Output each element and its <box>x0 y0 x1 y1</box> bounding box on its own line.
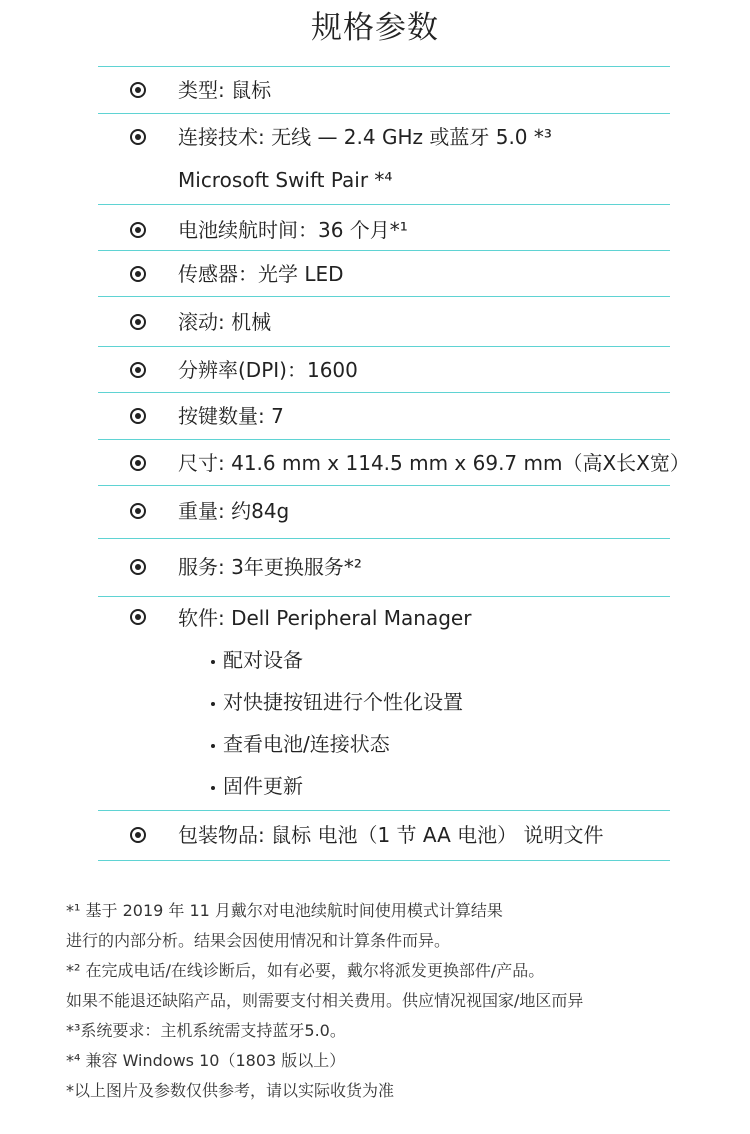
radio-bullet-icon <box>130 503 146 519</box>
radio-bullet-icon <box>130 559 146 575</box>
divider <box>98 860 670 861</box>
footnote-line: *⁴ 兼容 Windows 10（1803 版以上） <box>66 1051 346 1070</box>
spec-connectivity <box>98 114 670 204</box>
footnote-line: *¹ 基于 2019 年 11 月戴尔对电池续航时间使用模式计算结果 <box>66 901 503 920</box>
spec-service <box>98 539 670 596</box>
software-feature-item: 查看电池/连接状态 <box>211 732 390 756</box>
spec-dimensions <box>98 440 690 485</box>
spec-list <box>98 66 690 861</box>
radio-bullet-icon <box>130 129 146 145</box>
radio-bullet-icon <box>130 827 146 843</box>
radio-bullet-icon <box>130 222 146 238</box>
spec-text: 类型: 鼠标 <box>178 78 272 102</box>
software-feature-item: 配对设备 <box>211 648 303 672</box>
spec-type <box>98 67 670 113</box>
radio-bullet-icon <box>130 455 146 471</box>
spec-buttons <box>98 393 670 439</box>
spec-text: 连接技术: 无线 — 2.4 GHz 或蓝牙 5.0 *³ <box>178 125 552 149</box>
spec-dpi <box>98 347 670 392</box>
radio-bullet-icon <box>130 82 146 98</box>
spec-text: 服务: 3年更换服务*² <box>178 555 362 579</box>
software-feature-item: 固件更新 <box>211 774 303 798</box>
spec-scroll <box>98 297 670 346</box>
radio-bullet-icon <box>130 408 146 424</box>
spec-battery <box>98 205 670 250</box>
footnote-line: 进行的内部分析。结果会因使用情况和计算条件而异。 <box>66 931 451 950</box>
spec-text: 传感器：光学 LED <box>178 262 344 286</box>
spec-sensor <box>98 251 670 296</box>
footnote-line: *³系统要求：主机系统需支持蓝牙5.0。 <box>66 1021 346 1040</box>
spec-text: 分辨率(DPI)：1600 <box>178 358 358 382</box>
footnote-line: *以上图片及参数仅供参考，请以实际收货为准 <box>66 1081 395 1100</box>
spec-text: 滚动: 机械 <box>178 310 272 334</box>
bullet-dot-icon <box>211 786 215 790</box>
spec-text: 尺寸: 41.6 mm x 114.5 mm x 69.7 mm（高X长X宽） <box>178 451 690 475</box>
bullet-dot-icon <box>211 744 215 748</box>
software-feature-item: 对快捷按钮进行个性化设置 <box>211 690 463 714</box>
page-title: 规格参数 <box>311 10 439 46</box>
radio-bullet-icon <box>130 314 146 330</box>
spec-text: 电池续航时间：36 个月*¹ <box>178 218 408 242</box>
spec-text: 包装物品: 鼠标 电池（1 节 AA 电池） 说明文件 <box>178 823 604 847</box>
footnotes <box>66 896 716 1106</box>
spec-package <box>98 811 670 860</box>
radio-bullet-icon <box>130 266 146 282</box>
bullet-dot-icon <box>211 660 215 664</box>
spec-text: 按键数量: 7 <box>178 404 284 428</box>
spec-weight <box>98 486 670 538</box>
footnote-line: 如果不能退还缺陷产品，则需要支付相关费用。供应情况视国家/地区而异 <box>66 991 584 1010</box>
spec-software <box>98 597 670 810</box>
spec-text: 重量: 约84g <box>178 499 290 523</box>
radio-bullet-icon <box>130 362 146 378</box>
bullet-dot-icon <box>211 702 215 706</box>
spec-text: Microsoft Swift Pair *⁴ <box>178 168 393 192</box>
footnote-line: *² 在完成电话/在线诊断后，如有必要，戴尔将派发更换部件/产品。 <box>66 961 545 980</box>
spec-text: 软件: Dell Peripheral Manager <box>178 606 472 630</box>
radio-bullet-icon <box>130 609 146 625</box>
